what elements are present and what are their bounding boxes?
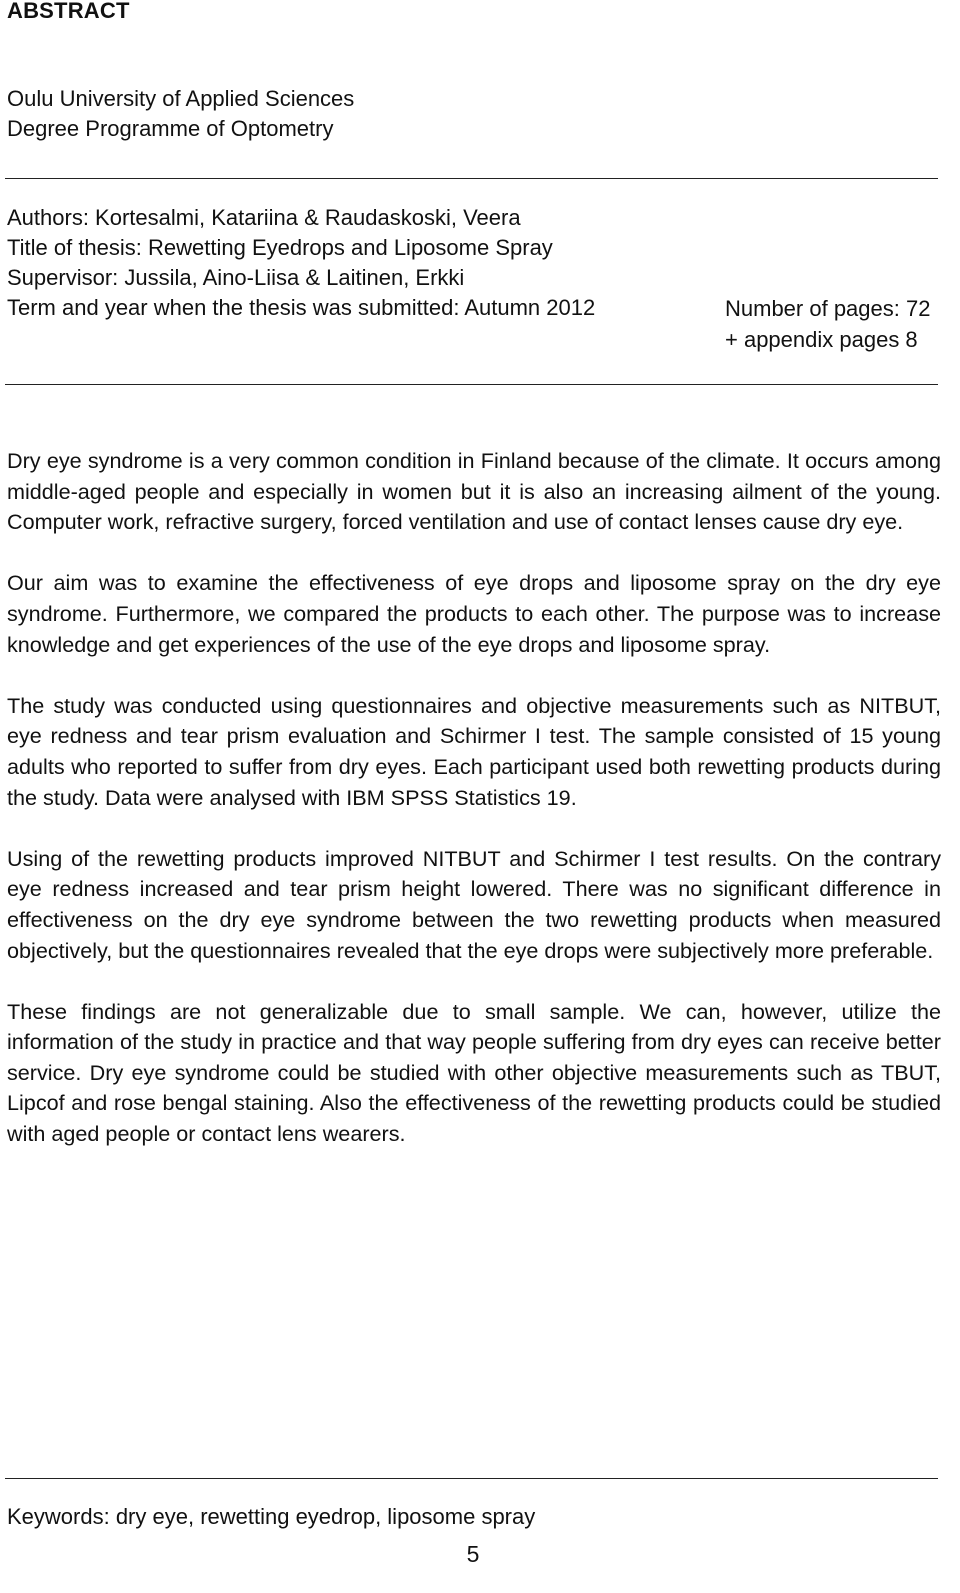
number-of-pages: Number of pages: 72 <box>725 296 931 321</box>
keywords-line: Keywords: dry eye, rewetting eyedrop, liposome spray <box>7 1504 536 1529</box>
supervisor-line: Supervisor: Jussila, Aino-Liisa & Laitinen, Erkki <box>7 265 465 290</box>
page-number: 5 <box>466 1541 480 1567</box>
abstract-body <box>7 446 941 1180</box>
divider-middle <box>5 384 938 385</box>
abstract-paragraph: Dry eye syndrome is a very common condition in Finland because of the climate. It occurs among middle-aged people and especially in women but it is also an increasing ailment of the young. Computer work, refractive surgery, forced ventilation and use of contact lenses cause dry eye. <box>7 448 941 535</box>
divider-bottom <box>5 1478 938 1479</box>
institution-block <box>7 84 354 144</box>
appendix-pages: + appendix pages 8 <box>725 327 918 352</box>
divider-top <box>5 178 938 179</box>
institution-name: Oulu University of Applied Sciences <box>7 86 355 111</box>
abstract-paragraph: The study was conducted using questionnaires and objective measurements such as NITBUT, eye redness and tear prism evaluation and Schirmer I test. The sample consisted of 15 young adults who reported to suffer from dry eyes. Each participant used both rewetting products during the study. Data were analysed with IBM SPSS Statistics 19. <box>7 692 941 810</box>
degree-programme: Degree Programme of Optometry <box>7 116 334 141</box>
term-line: Term and year when the thesis was submitted: Autumn 2012 <box>7 295 596 320</box>
authors-line: Authors: Kortesalmi, Katariina & Raudaskoski, Veera <box>7 205 521 230</box>
abstract-paragraph: Our aim was to examine the effectiveness of eye drops and liposome spray on the dry eye syndrome. Furthermore, we compared the products to each other. The purpose was to increase knowledge and get experiences of the use of the eye drops and liposome spray. <box>7 570 941 657</box>
page-count-block <box>725 293 930 355</box>
abstract-paragraph: These findings are not generalizable due to small sample. We can, however, utilize the information of the study in practice and that way people suffering from dry eyes can receive better service. Dry eye syndrome could be studied with other objective measurements such as TBUT, Lipcof and rose bengal staining. Also the effectiveness of the rewetting products could be studied with aged people or contact lens wearers. <box>7 998 941 1147</box>
thesis-title-line: Title of thesis: Rewetting Eyedrops and Liposome Spray <box>7 235 553 260</box>
page-heading: ABSTRACT <box>7 0 130 23</box>
abstract-paragraph: Using of the rewetting products improved NITBUT and Schirmer I test results. On the contrary eye redness increased and tear prism height lowered. There was no significant difference in effectiveness on the dry eye syndrome between the two rewetting products when measured objectively, but the questionnaires revealed that the eye drops were subjectively more preferable. <box>7 845 941 963</box>
